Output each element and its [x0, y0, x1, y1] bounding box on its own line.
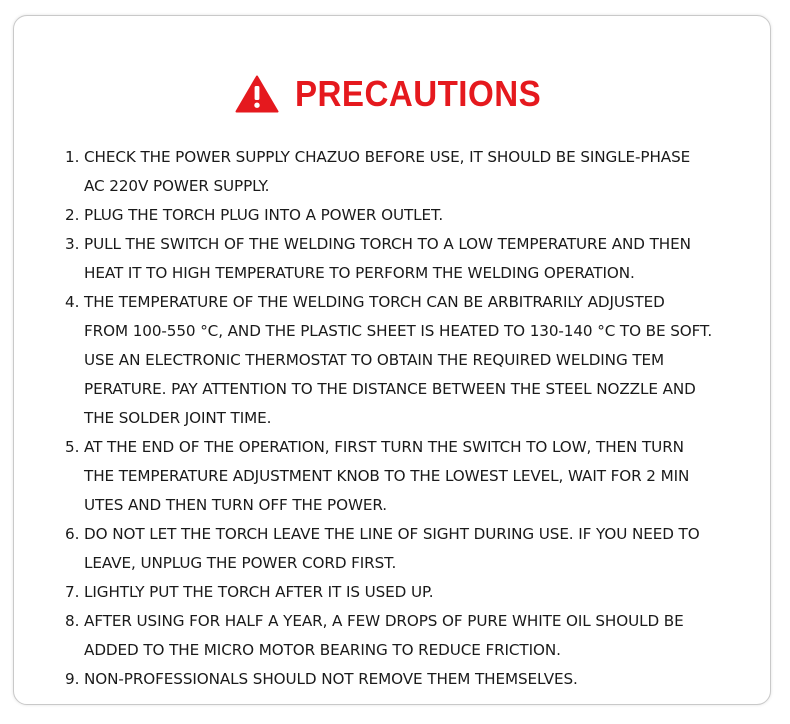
item-text-line: DO NOT LET THE TORCH LEAVE THE LINE OF SIGHT DURING USE. IF YOU NEED TO: [84, 525, 700, 543]
item-number: 1.: [65, 148, 85, 166]
precautions-header: [14, 72, 770, 116]
item-text: [84, 201, 765, 230]
list-item: [65, 230, 765, 288]
item-text: [84, 288, 765, 433]
list-item: [65, 578, 765, 607]
item-number: 2.: [65, 206, 85, 224]
item-text: [84, 607, 765, 665]
item-text-line: PULL THE SWITCH OF THE WELDING TORCH TO A LOW TEMPERATURE AND THEN: [84, 235, 691, 253]
item-text: [84, 143, 765, 201]
item-number: 4.: [65, 293, 85, 311]
item-text: [84, 230, 765, 288]
item-text: [84, 433, 765, 520]
item-number: 7.: [65, 583, 85, 601]
item-text-line: CHECK THE POWER SUPPLY CHAZUO BEFORE USE, IT SHOULD BE SINGLE-PHASE: [84, 148, 691, 166]
precautions-card: [13, 15, 771, 705]
list-item: [65, 520, 765, 578]
list-item: [65, 665, 765, 694]
item-text-line: NON-PROFESSIONALS SHOULD NOT REMOVE THEM THEMSELVES.: [84, 670, 578, 688]
item-text-line: THE TEMPERATURE ADJUSTMENT KNOB TO THE LOWEST LEVEL, WAIT FOR 2 MIN: [84, 467, 690, 485]
item-text-line: USE AN ELECTRONIC THERMOSTAT TO OBTAIN THE REQUIRED WELDING TEM: [84, 351, 665, 369]
item-text-line: THE SOLDER JOINT TIME.: [84, 409, 272, 427]
list-item: [65, 143, 765, 201]
item-text: [84, 578, 765, 607]
item-text-line: AC 220V POWER SUPPLY.: [84, 177, 270, 195]
item-text-line: HEAT IT TO HIGH TEMPERATURE TO PERFORM THE WELDING OPERATION.: [84, 264, 635, 282]
item-number: 6.: [65, 525, 85, 543]
list-item: [65, 288, 765, 433]
list-item: [65, 607, 765, 665]
warning-triangle-icon: [235, 75, 279, 113]
page-title: PRECAUTIONS: [295, 73, 542, 114]
item-text-line: LEAVE, UNPLUG THE POWER CORD FIRST.: [84, 554, 397, 572]
item-text-line: ADDED TO THE MICRO MOTOR BEARING TO REDUCE FRICTION.: [84, 641, 561, 659]
item-number: 3.: [65, 235, 85, 253]
item-number: 9.: [65, 670, 85, 688]
item-text-line: PERATURE. PAY ATTENTION TO THE DISTANCE BETWEEN THE STEEL NOZZLE AND: [84, 380, 696, 398]
item-number: 5.: [65, 438, 85, 456]
item-text-line: THE TEMPERATURE OF THE WELDING TORCH CAN BE ARBITRARILY ADJUSTED: [84, 293, 665, 311]
item-text: [84, 665, 765, 694]
item-text-line: AT THE END OF THE OPERATION, FIRST TURN THE SWITCH TO LOW, THEN TURN: [84, 438, 684, 456]
list-item: [65, 201, 765, 230]
item-text-line: FROM 100-550 °C, AND THE PLASTIC SHEET IS HEATED TO 130-140 °C TO BE SOFT.: [84, 322, 713, 340]
item-text-line: PLUG THE TORCH PLUG INTO A POWER OUTLET.: [84, 206, 444, 224]
item-text-line: LIGHTLY PUT THE TORCH AFTER IT IS USED UP.: [84, 583, 434, 601]
item-text: [84, 520, 765, 578]
list-item: [65, 433, 765, 520]
precautions-list: [65, 143, 765, 694]
item-text-line: UTES AND THEN TURN OFF THE POWER.: [84, 496, 388, 514]
item-number: 8.: [65, 612, 85, 630]
item-text-line: AFTER USING FOR HALF A YEAR, A FEW DROPS OF PURE WHITE OIL SHOULD BE: [84, 612, 684, 630]
